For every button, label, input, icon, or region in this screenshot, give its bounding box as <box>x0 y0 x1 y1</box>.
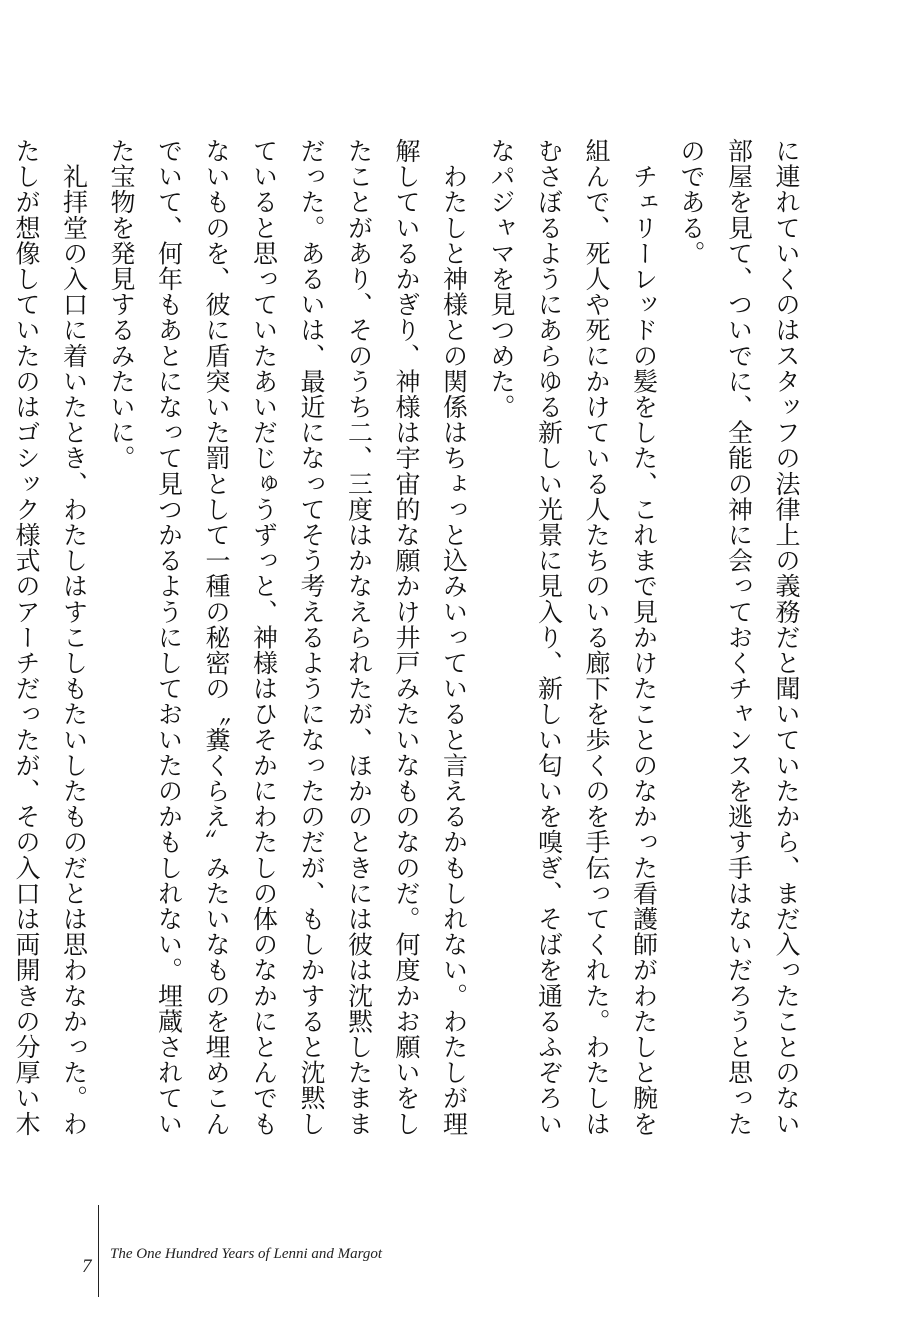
running-title: The One Hundred Years of Lenni and Margot <box>110 1246 383 1262</box>
page-number: 7 <box>82 1256 92 1277</box>
paragraph-3: わたしと神様との関係はちょっと込みいっていると言えるかもしれない。わたしが理解しているかぎり、神様は宇宙的な願かけ井戸みたいなものなのだ。何度かお願いをしたことがあり、そのうち二、三度はかなえられたが、ほかのときには彼は沈黙したままだった。あるいは、最近になってそう考えるようになったのだが、もしかすると沈黙していると思っていたあいだじゅうずっと、神様はひそかにわたしの体のなかにとんでもないものを、彼に盾突いた罰として一種の秘密の〝糞くらえ〟みたいなものを埋めこんでいて、何年もあとになって見つかるようにしておいたのかもしれない。埋蔵されていた宝物を発見するみたいに。 <box>107 138 469 1137</box>
paragraph-4: 礼拝堂の入口に着いたとき、わたしはすこしもたいしたものだとは思わなかった。わたしが想像していたのはゴシック様式のアーチだったが、その入口は両開きの分厚い木 <box>12 138 89 1137</box>
paragraph-1: に連れていくのはスタッフの法律上の義務だと聞いていたから、まだ入ったことのない部屋を見て、ついでに、全能の神に会っておくチャンスを逃す手はないだろうと思ったのである。 <box>677 138 801 1137</box>
main-text-block <box>12 138 810 1148</box>
paragraph-2: チェリーレッドの髪をした、これまで見かけたことのなかった看護師がわたしと腕を組んで、死人や死にかけている人たちのいる廊下を歩くのを手伝ってくれた。わたしはむさぼるようにあらゆる新しい光景に見入り、新しい匂いを嗅ぎ、そばを通るふぞろいなパジャマを見つめた。 <box>487 138 659 1137</box>
footer-divider <box>98 1205 99 1297</box>
